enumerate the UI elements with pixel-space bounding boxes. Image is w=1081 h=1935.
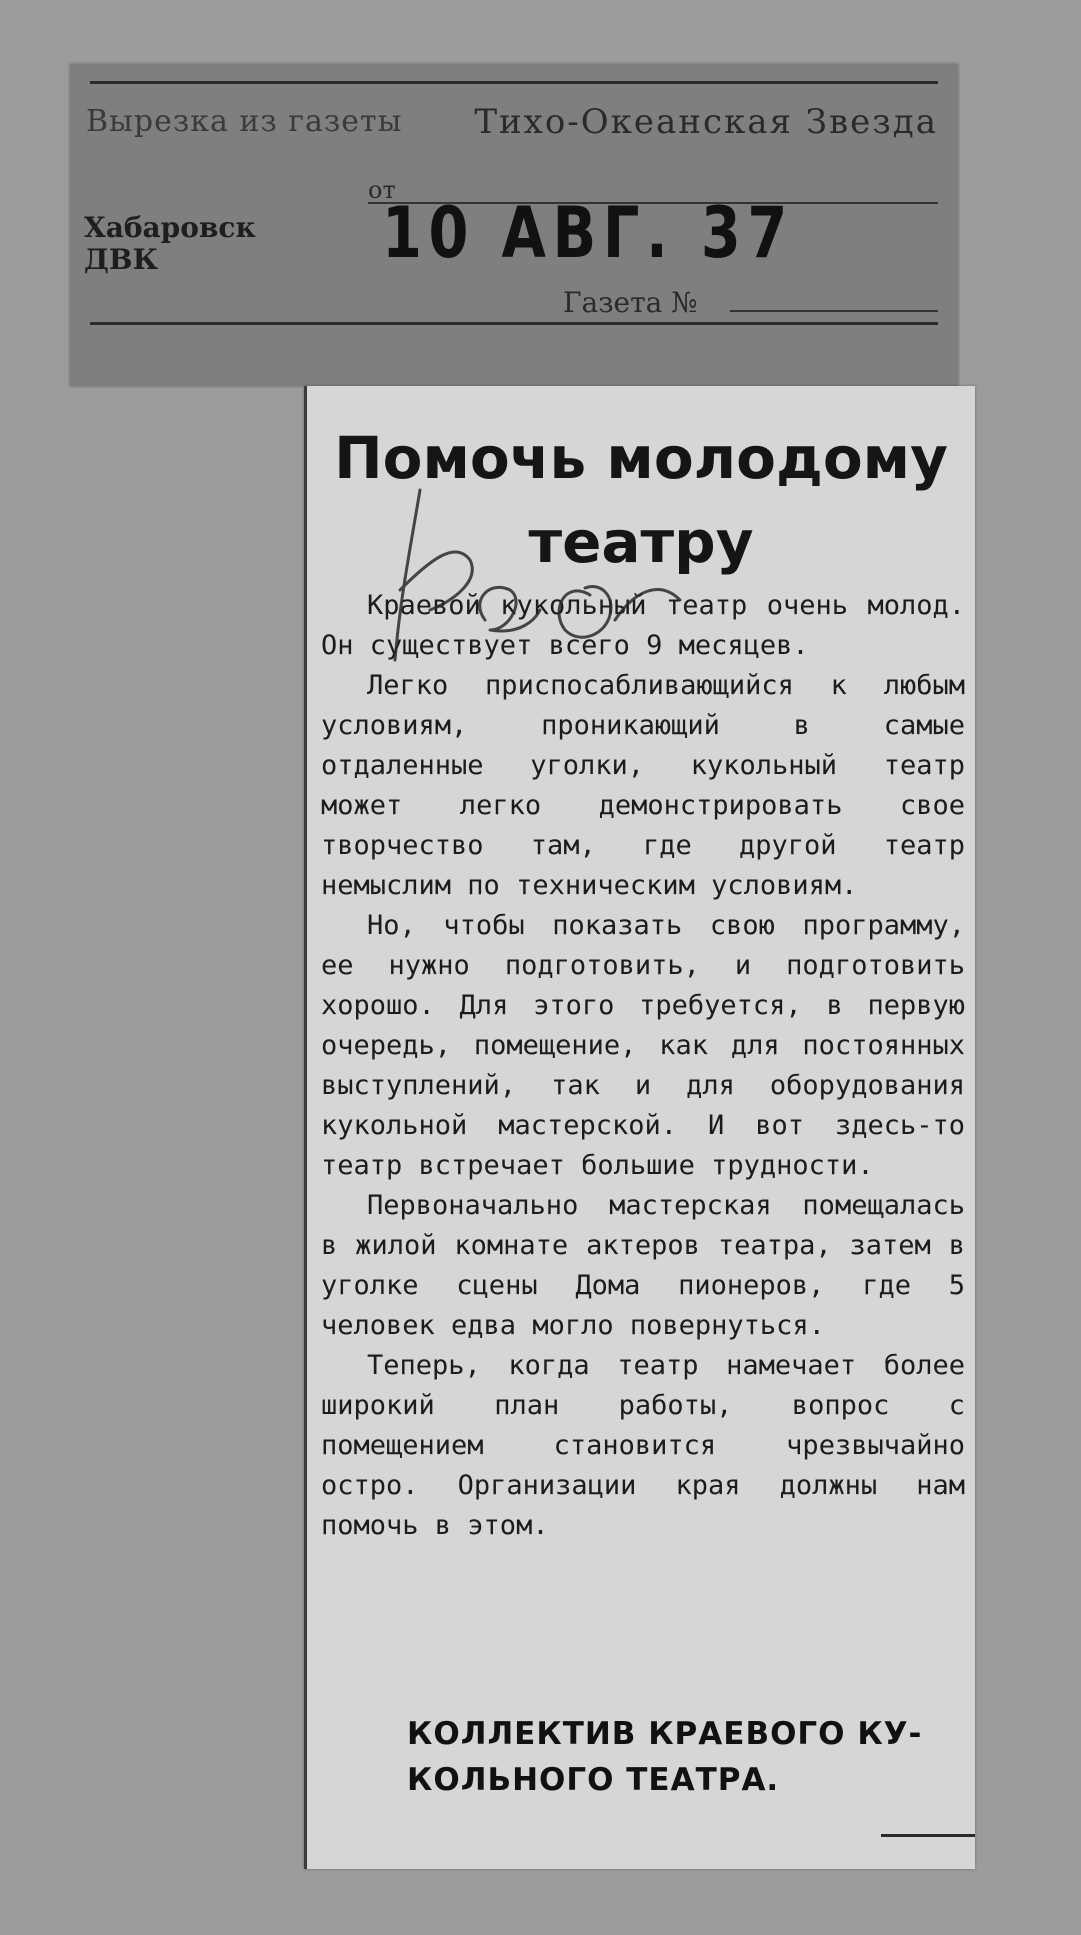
paragraph-2: Легко приспосабливающийся к любым условиям, проникающий в самые отдаленные уголки, кукольный театр может легко демонстрировать свое творчество там, где другой театр немыслим по техническим условиям. [321,670,965,901]
handwritten-annotation-icon [360,470,690,670]
clip-from-text: Вырезка из газеты [86,104,403,139]
issue-underline [730,310,938,312]
label-top-rule [90,81,938,84]
city-block [84,212,256,276]
label-bottom-rule [90,322,938,325]
article-signature [407,1711,961,1803]
date-prefix: от [368,176,396,204]
date-stamp: 10 АВГ. 37 [382,192,794,274]
headline-line-1: Помочь молодому [334,424,948,492]
paragraph-5: Теперь, когда театр намечает более широкий план работы, вопрос с помещением становится чрезвычайно остро. Организации края должны нам помочь в этом. [321,1350,965,1541]
article-body [321,586,965,1546]
city-name: Хабаровск [84,211,256,244]
clipping-label [70,64,958,386]
region-name: ДВК [84,243,159,276]
paragraph-4: Первоначально мастерская помещалась в жилой комнате актеров театра, затем в уголке сцены Дома пионеров, где 5 человек едва могло повернуться. [321,1190,965,1341]
paragraph-1: Краевой кукольный театр очень молод. Он существует всего 9 месяцев. [321,590,965,661]
newspaper-name: Тихо-Океанская Звезда [474,102,938,142]
end-rule [881,1834,975,1837]
headline-line-2: театру [528,508,754,576]
signature-line-1: КОЛЛЕКТИВ КРАЕВОГО КУ- [407,1716,923,1752]
signature-line-2: КОЛЬНОГО ТЕАТРА. [407,1762,780,1798]
paragraph-3: Но, чтобы показать свою программу, ее нужно подготовить, и подготовить хорошо. Для этого требуется, в первую очередь, помещение, как для постоянных выступлений, так и для оборудования кукольной мастерской. И вот здесь-то театр встречает большие трудности. [321,910,965,1181]
issue-label: Газета № [563,286,698,319]
